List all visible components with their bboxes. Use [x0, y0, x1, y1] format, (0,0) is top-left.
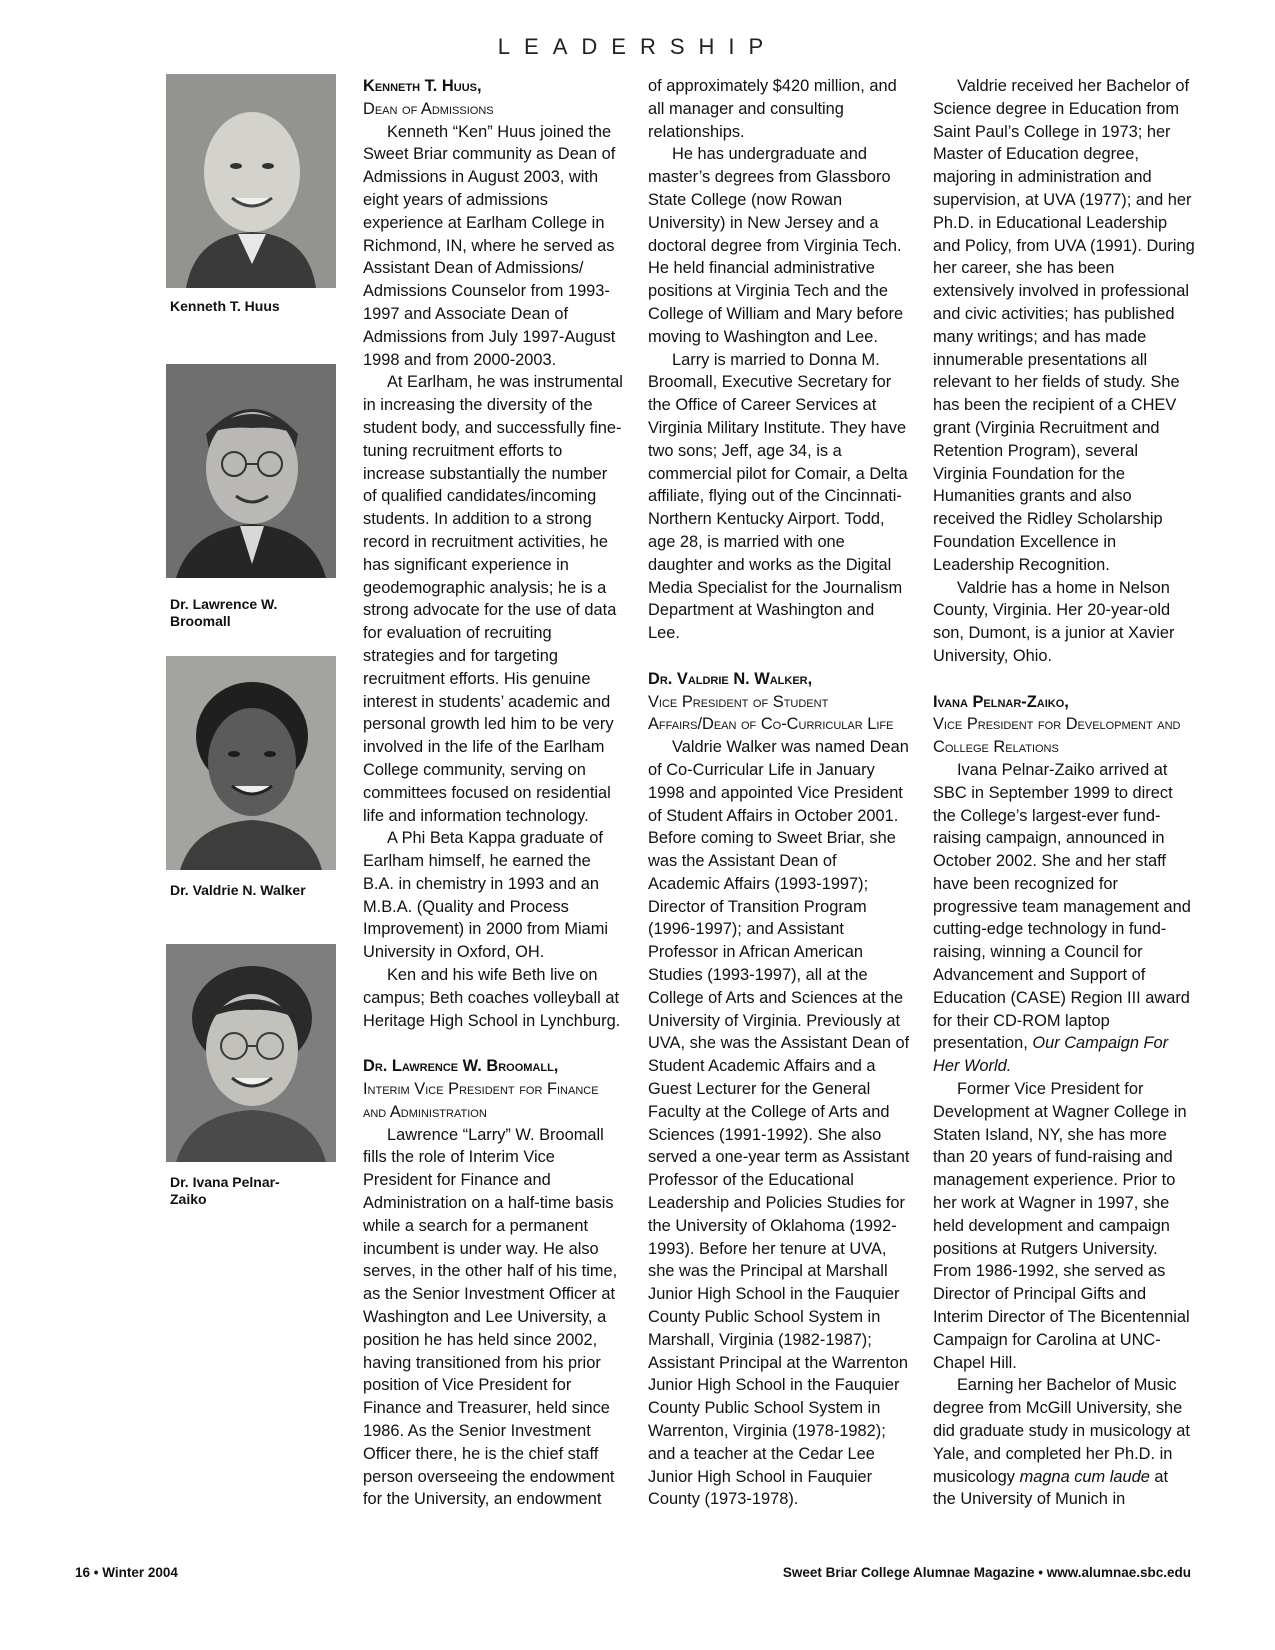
paragraph — [933, 1374, 1195, 1511]
caption-ivana-pelnar-zaiko: Dr. Ivana Pelnar-Zaiko — [170, 1174, 280, 1207]
heading-huus-title: Dean of Admissions — [363, 99, 494, 118]
paragraph: Former Vice President for Development at Wagner College in Staten Island, NY, she has more than 20 years of fund-raising and management experience. Prior to her work at Wagner in 1997, she held development and campaign positions at Rutgers University. From 1986-1992, she served as Director of Principal Gifts and Interim Director of The Bicentennial Campaign for Carolina at UNC-Chapel Hill. — [933, 1080, 1190, 1372]
portrait-image — [166, 656, 336, 870]
caption-lawrence-broomall: Dr. Lawrence W. Broomall — [170, 596, 278, 629]
section-title: LEADERSHIP — [497, 34, 778, 59]
heading-walker-name: Dr. Valdrie N. Walker, — [648, 669, 813, 688]
paragraph: Valdrie Walker was named Dean of Co-Curricular Life in January 1998 and appointed Vice President of Student Affairs in October 2001. Before coming to Sweet Briar, she was the Assistant Dean of Academic Affairs (1993-1997); Director of Transition Program (1996-1997); and Assistant Professor in African American Studies (1993-1997), all at the College of Arts and Sciences at the University of Virginia. Previously at UVA, she was the Assistant Dean of Student Academic Affairs and a Guest Lecturer for the General Faculty at the College of Arts and Sciences (1991-1992). She also served a one-year term as Assistant Professor of the Educational Leadership and Policies Studies for the University of Oklahoma (1992-1993). Before her tenure at UVA, she was the Principal at Marshall Junior High School in the Fauquier County Public School System in Marshall, Virginia (1982-1987); Assistant Principal at the Warrenton Junior High School in the Fauquier County Public School System in Warrenton, Virginia (1978-1982); and a teacher at the Cedar Lee Junior High School in Fauquier County (1973-1978). — [648, 738, 910, 1509]
footer-left: 16 • Winter 2004 — [75, 1565, 178, 1580]
italic-title: Our Campaign For Her World. — [933, 1034, 1169, 1076]
text-column-3 — [933, 75, 1195, 1511]
heading-zaiko-name: Ivana Pelnar-Zaiko, — [933, 692, 1069, 711]
heading-huus-name: Kenneth T. Huus, — [363, 77, 482, 95]
paragraph — [933, 759, 1195, 1078]
heading-broomall-title: Interim Vice President for Finance and Administration — [363, 1080, 599, 1121]
portrait-image — [166, 74, 336, 288]
photo-kenneth-huus — [166, 74, 336, 288]
paragraph: At Earlham, he was instrumental in increasing the diversity of the student body, and successfully fine-tuning recruitment efforts to increase substantially the number of qualified candidates/incoming students. In addition to a strong record in recruitment activities, he has significant experience in geodemographic analysis; he is a strong advocate for the use of data for evaluation of recruiting strategies and for targeting recruitment efforts. His genuine interest in students’ academic and personal growth led him to be very involved in the life of the Earlham College community, serving on committees focused on residential life and information technology. — [363, 373, 623, 825]
caption-kenneth-huus: Kenneth T. Huus — [170, 298, 280, 314]
paragraph: Valdrie has a home in Nelson County, Virginia. Her 20-year-old son, Dumont, is a junior at Xavier University, Ohio. — [933, 578, 1175, 665]
paragraph: He has undergraduate and master’s degrees from Glassboro State College (now Rowan University) in New Jersey and a doctoral degree from Virginia Tech. He held financial administrative positions at Virginia Tech and the College of William and Mary before moving to Washington and Lee. — [648, 145, 904, 346]
portrait-image — [166, 364, 336, 578]
photo-valdrie-walker — [166, 656, 336, 870]
paragraph-text: Earning her Bachelor of Music degree from McGill University, she did graduate study in musicology at Yale, and completed her Ph.D. in musicology — [933, 1376, 1190, 1486]
paragraph: A Phi Beta Kappa graduate of Earlham himself, he earned the B.A. in chemistry in 1993 and an M.B.A. (Quality and Process Improvement) in 2000 from Miami University in Oxford, OH. — [363, 829, 609, 962]
heading-broomall-name: Dr. Lawrence W. Broomall, — [363, 1057, 559, 1076]
heading-zaiko-title: Vice President for Development and College Relations — [933, 715, 1181, 757]
paragraph: Lawrence “Larry” W. Broomall fills the role of Interim Vice President for Finance and Administration on a half-time basis while a search for a permanent incumbent is under way. He also serves, in the other half of his time, as the Senior Investment Officer at Washington and Lee University, a position he has held since 2002, having transitioned from his prior position of Vice President for Finance and Treasurer, held since 1986. As the Senior Investment Officer there, he is the chief staff person overseeing the endowment for the University, an endowment — [363, 1125, 618, 1509]
paragraph: Ken and his wife Beth live on campus; Beth coaches volleyball at Heritage High School in Lynchburg. — [363, 966, 621, 1030]
italic-phrase: magna cum laude — [1019, 1467, 1150, 1486]
paragraph: Larry is married to Donna M. Broomall, Executive Secretary for the Office of Career Services at Virginia Military Institute. They have two sons; Jeff, age 34, is a commercial pilot for Comair, a Delta affiliate, flying out of the Cincinnati-Northern Kentucky Airport. Todd, age 28, is married with one daughter and works as the Digital Media Specialist for the Journalism Department at Washington and Lee. — [648, 350, 908, 643]
paragraph: of approximately $420 million, and all manager and consulting relationships. — [648, 77, 897, 141]
text-column-1 — [363, 75, 625, 1511]
footer-right: Sweet Briar College Alumnae Magazine • www.alumnae.sbc.edu — [782, 1565, 1191, 1580]
paragraph: Kenneth “Ken” Huus joined the Sweet Briar community as Dean of Admissions in August 2003, with eight years of admissions experience at Earlham College in Richmond, IN, where he served as Assistant Dean of Admissions/ Admissions Counselor from 1993-1997 and Associate Dean of Admissions from July 1997-August 1998 and from 2000-2003. — [363, 122, 616, 369]
text-column-2 — [648, 75, 910, 1511]
paragraph: Valdrie received her Bachelor of Science degree in Education from Saint Paul’s College in 1973; her Master of Education degree, majoring in administration and supervision, at UVA (1977); and her Ph.D. in Educational Leadership and Policy, from UVA (1991). During her career, she has been extensively involved in professional and civic activities; has published many writings; and has made innumerable presentations all relevant to her fields of study. She has been the recipient of a CHEV grant (Virginia Recruitment and Retention Program), several Virginia Foundation for the Humanities grants and also received the Ridley Scholarship Foundation Excellence in Leadership Recognition. — [933, 77, 1195, 574]
portrait-image — [166, 944, 336, 1162]
heading-walker-title: Vice President of Student Affairs/Dean of Co-Curricular Life — [648, 692, 894, 734]
caption-valdrie-walker: Dr. Valdrie N. Walker — [170, 882, 306, 898]
photo-lawrence-broomall — [166, 364, 336, 578]
paragraph-text: Ivana Pelnar-Zaiko arrived at SBC in September 1999 to direct the College’s largest-ever fund-raising campaign, announced in October 2002. She and her staff have been recognized for progressive team management and cutting-edge technology in fund-raising, winning a Council for Advancement and Support of Education (CASE) Region III award for their CD-ROM laptop presentation, — [933, 760, 1191, 1053]
photo-ivana-pelnar-zaiko — [166, 944, 336, 1162]
paragraph-text: at the University of Munich in — [933, 1467, 1169, 1509]
